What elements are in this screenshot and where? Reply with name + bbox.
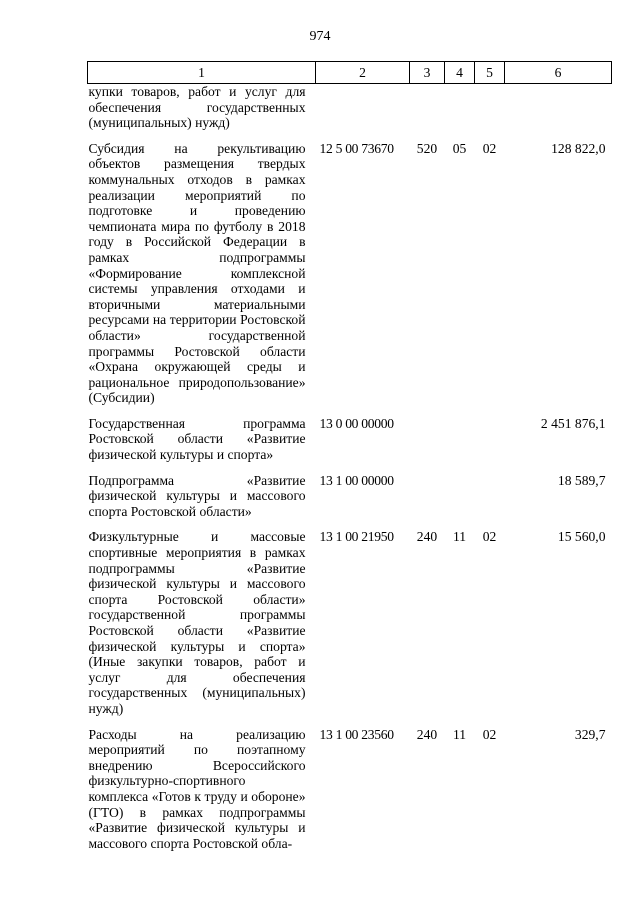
row-subsection: 02 [482, 140, 497, 156]
column-header: 3 [410, 62, 445, 84]
row-amount: 15 560,0 [557, 529, 606, 545]
row-subsection [475, 84, 505, 141]
table-row [88, 84, 612, 141]
row-expense-type: 240 [416, 529, 438, 545]
column-header: 5 [475, 62, 505, 84]
column-header: 2 [316, 62, 410, 84]
row-description: Государственная программа Ростовской области «Развитие физической культуры и спорта» [88, 415, 306, 463]
row-amount: 128 822,0 [551, 140, 606, 156]
row-code [316, 84, 410, 141]
row-expense-type: 240 [416, 726, 438, 742]
row-description: Подпрограмма «Развитие физической культуры и массового спорта Ростовской области» [88, 472, 306, 519]
row-expense-type [410, 473, 445, 530]
table-row [88, 727, 612, 852]
row-section [445, 473, 475, 530]
row-code: 13 1 00 00000 [319, 472, 394, 488]
row-section: 11 [452, 726, 467, 742]
row-code: 13 1 00 23560 [319, 726, 394, 742]
column-header: 6 [505, 62, 612, 84]
table-row [88, 141, 612, 416]
row-code: 13 1 00 21950 [319, 529, 394, 545]
column-header: 1 [88, 62, 316, 84]
budget-table [87, 61, 612, 851]
row-amount: 18 589,7 [557, 472, 606, 488]
row-description: Физкультурные и массовые спортивные мероприятия в рамках подпрограммы «Развитие физической культуры и массового спорта Ростовской области» государственной программы Ростовской области «Развитие физической культуры и спорта» (Иные закупки товаров, работ и услуг для обеспечения государственных (муниципальных) нужд) [88, 529, 306, 716]
page-number: 974 [309, 29, 331, 44]
table-header-row [88, 62, 612, 84]
row-section: 11 [452, 529, 467, 545]
row-code: 12 5 00 73670 [319, 140, 394, 156]
row-section [445, 416, 475, 473]
row-subsection: 02 [482, 529, 497, 545]
row-subsection [475, 473, 505, 530]
row-subsection: 02 [482, 726, 497, 742]
row-description: Расходы на реализацию мероприятий по поэтапному внедрению Всероссийского физкультурно-спортивного комплекса «Готов к труду и обороне» (ГТО) в рамках подпрограммы «Развитие физической культуры и массового спорта Ростовской обла- [88, 726, 306, 851]
column-header: 4 [445, 62, 475, 84]
row-code: 13 0 00 00000 [319, 415, 394, 431]
row-description: Субсидия на рекультивацию объектов размещения твердых коммунальных отходов в рамках реализации мероприятий по подготовке и проведению чемпионата мира по футболу в 2018 году в Российской Федерации в рамках подпрограммы «Формирование комплексной системы управления отходами и вторичными материальными ресурсами на территории Ростовской области» государственной программы Ростовской области «Охрана окружающей среды и рациональное природопользование» (Субсидии) [88, 140, 306, 406]
row-amount [505, 84, 612, 141]
table-row [88, 416, 612, 473]
table-row [88, 473, 612, 530]
row-section [445, 84, 475, 141]
row-description: купки товаров, работ и услуг для обеспечения государственных (муниципальных) нужд) [88, 84, 306, 131]
row-expense-type: 520 [416, 140, 438, 156]
row-section: 05 [452, 140, 467, 156]
row-subsection [475, 416, 505, 473]
row-expense-type [410, 84, 445, 141]
row-amount: 2 451 876,1 [540, 415, 606, 431]
row-expense-type [410, 416, 445, 473]
table-row [88, 529, 612, 726]
row-amount: 329,7 [574, 726, 606, 742]
